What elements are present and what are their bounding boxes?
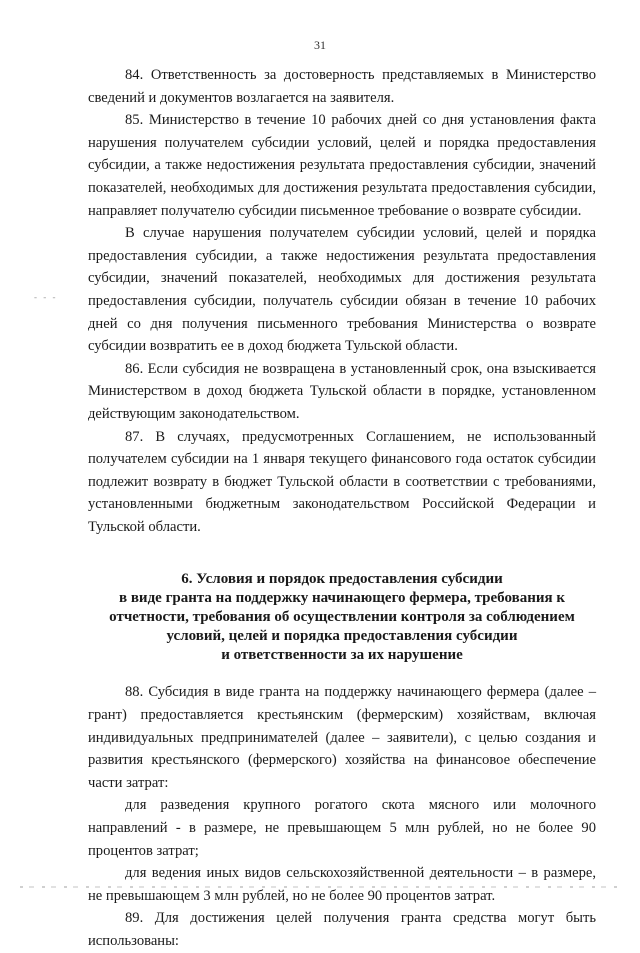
section-heading-line: условий, целей и порядка предоставления субсидии <box>166 628 518 645</box>
paragraph-85: 85. Министерство в течение 10 рабочих дней со дня установления факта нарушения получателем субсидии условий, целей и порядка предоставления субсидии, а также недостижения результата предоставления субсидии, значений показателей, необходимых для достижения результата предоставления субсидии, направляет получателю субсидии письменное требование о возврате субсидии. <box>88 112 596 219</box>
section-heading <box>88 570 596 665</box>
section-heading-line: и ответственности за их нарушение <box>221 647 463 664</box>
paragraph-87: 87. В случаях, предусмотренных Соглашением, не использованный получателем субсидии на 1 января текущего финансового года остаток субсидии подлежит возврату в бюджет Тульской области в соответствии с требованиями, установленными бюджетным законодательством Российской Федерации и Тульской области. <box>88 428 596 535</box>
paragraph-88-item-other: для ведения иных видов сельскохозяйственной деятельности – в размере, не превышающем 3 млн рублей, но не более 90 процентов затрат. <box>88 865 596 904</box>
document-body <box>88 64 596 953</box>
section-heading-line: в виде гранта на поддержку начинающего фермера, требования к <box>118 590 566 607</box>
page-number: 31 <box>314 38 326 52</box>
section-heading-line: отчетности, требования об осуществлении контроля за соблюдением <box>109 609 575 626</box>
paragraph-88: 88. Субсидия в виде гранта на поддержку начинающего фермера (далее – грант) предоставляется крестьянским (фермерским) хозяйствам, включая индивидуальных предпринимателей (далее – заявители), с целью создания и развития крестьянского (фермерского) хозяйства на финансовое обеспечение части затрат: <box>88 684 596 791</box>
paragraph-84: 84. Ответственность за достоверность представляемых в Министерство сведений и документов возлагается на заявителя. <box>88 67 596 106</box>
paragraph-86: 86. Если субсидия не возвращена в установленный срок, она взыскивается Министерством в доход бюджета Тульской области в порядке, установленном действующим законодательством. <box>88 360 596 422</box>
scan-artifact: - - - <box>34 292 58 302</box>
scan-edge-artifact <box>20 886 620 888</box>
paragraph-85-continued: В случае нарушения получателем субсидии условий, целей и порядка предоставления субсидии, а также недостижения результата предоставления субсидии, значений показателей, необходимых для достижения результата предоставления субсидии, получатель субсидии обязан в течение 10 рабочих дней со дня получения письменного требования Министерства о возврате субсидии возвратить ее в доход бюджета Тульской области. <box>88 225 596 355</box>
paragraph-89: 89. Для достижения целей получения гранта средства могут быть использованы: <box>88 910 596 949</box>
paragraph-88-item-cattle: для разведения крупного рогатого скота мясного или молочного направлений - в размере, не превышающем 5 млн рублей, но не более 90 процентов затрат; <box>88 797 596 859</box>
section-heading-line: 6. Условия и порядок предоставления субсидии <box>181 571 503 588</box>
